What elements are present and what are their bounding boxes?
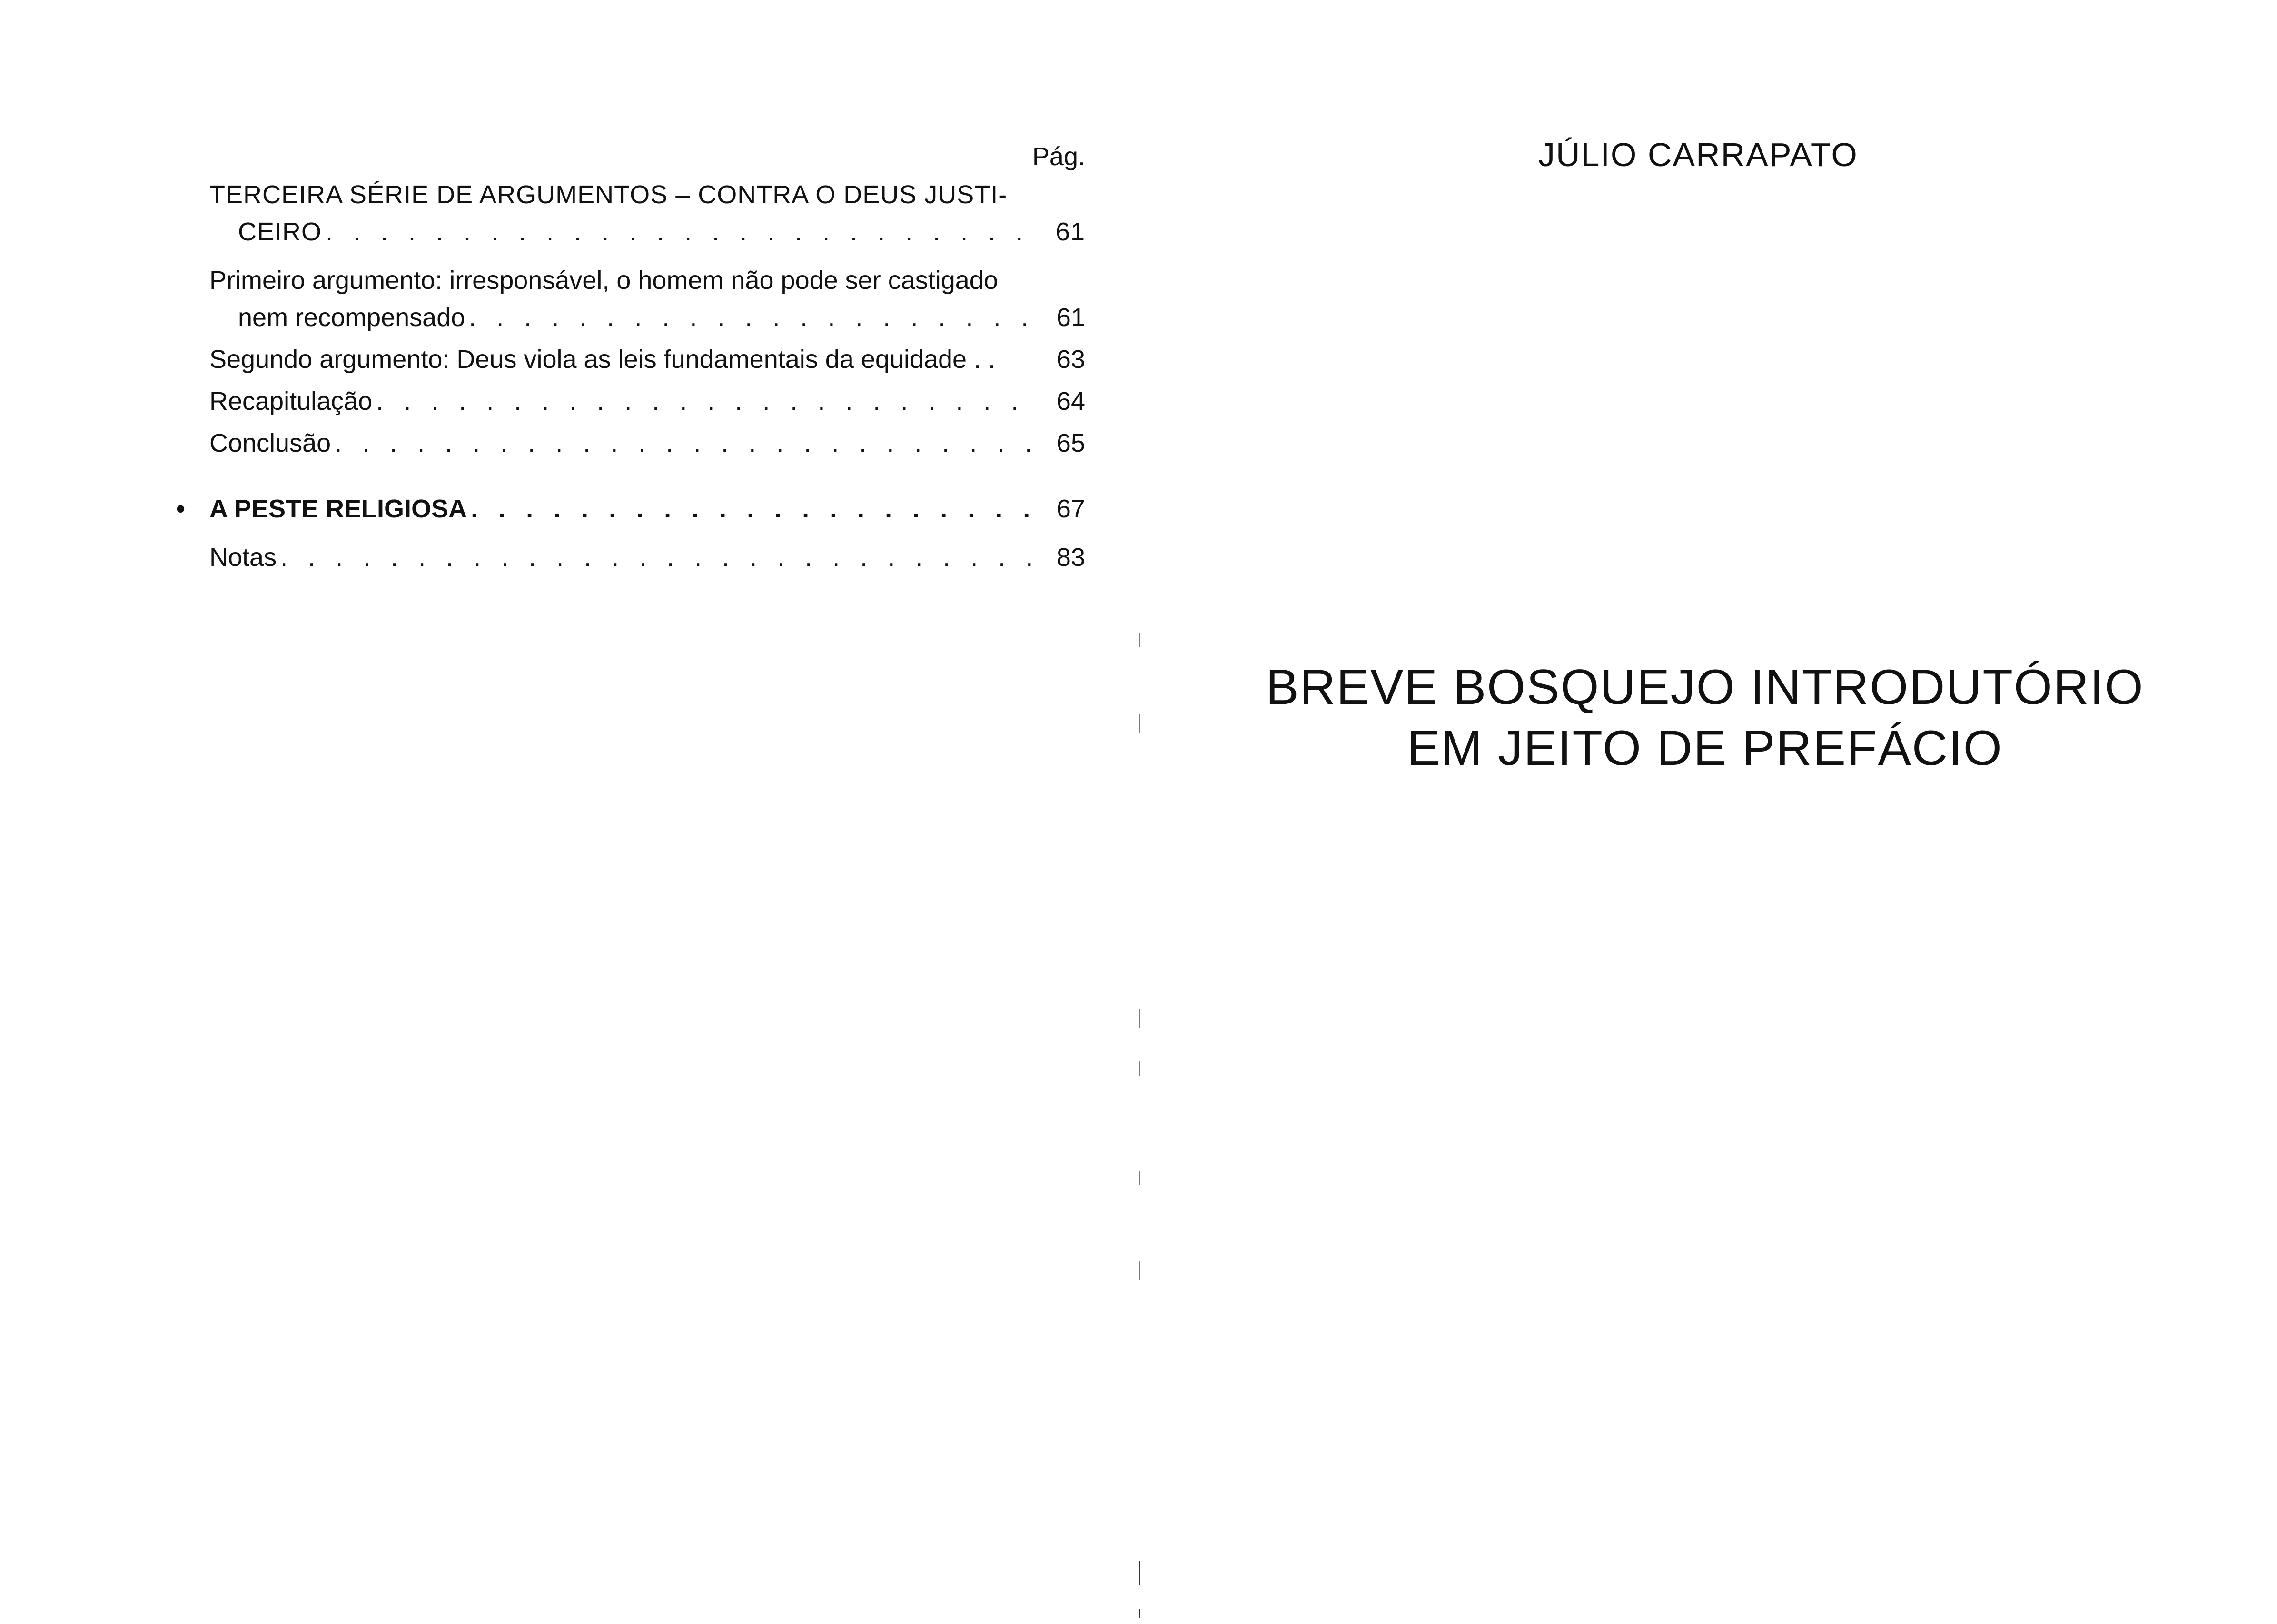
toc-entry-title: Recapitulação [209, 387, 373, 416]
toc-entry-title: A PESTE RELIGIOSA [209, 495, 467, 523]
toc-leader-dots [376, 383, 1036, 420]
toc-entry-title: Notas [209, 543, 277, 572]
table-of-contents [176, 138, 1085, 581]
left-page [0, 0, 1138, 1624]
toc-page-number: 64 [1056, 387, 1085, 416]
toc-entry-peste-religiosa [176, 490, 1085, 527]
toc-entry-terceira-serie [209, 176, 1085, 250]
right-page [1138, 0, 2277, 1624]
toc-entry-title: nem recompensado [238, 303, 465, 332]
toc-entry-conclusao [209, 425, 1085, 462]
toc-entry-title: CEIRO [238, 218, 322, 246]
toc-entry-title-line1: TERCEIRA SÉRIE DE ARGUMENTOS – CONTRA O DEUS JUSTI- [209, 180, 1008, 209]
toc-entry-recapitulacao [209, 383, 1085, 420]
chapter-title-line2: EM JEITO DE PREFÁCIO [1407, 721, 2003, 776]
toc-entry-primeiro-argumento [209, 262, 1085, 336]
toc-page-number: 83 [1056, 543, 1085, 572]
toc-leader-dots [326, 213, 1036, 250]
toc-page-header: Pág. [1032, 142, 1085, 171]
toc-leader-dots [469, 299, 1036, 336]
toc-page-number: 67 [1056, 495, 1085, 523]
bullet-icon: • [176, 495, 185, 523]
toc-entry-title-line1: Primeiro argumento: irresponsável, o homem não pode ser castigado [209, 266, 998, 295]
chapter-title [1253, 657, 2157, 779]
toc-page-number: 65 [1056, 429, 1085, 457]
chapter-title-line1: BREVE BOSQUEJO INTRODUTÓRIO [1266, 660, 2144, 715]
toc-leader-dots [280, 539, 1036, 576]
toc-page-number: 63 [1056, 345, 1085, 374]
toc-leader-dots [335, 425, 1036, 462]
toc-leader-dots [471, 490, 1036, 527]
toc-page-number: 61 [1056, 303, 1085, 332]
toc-entry-segundo-argumento [209, 341, 1085, 378]
toc-page-number: 61 [1055, 218, 1085, 246]
toc-entry-notas [209, 539, 1085, 576]
author-name: JÚLIO CARRAPATO [1538, 136, 1858, 173]
toc-entry-title: Conclusão [209, 429, 331, 457]
toc-entry-title: Segundo argumento: Deus viola as leis fundamentais da equidade . . [209, 345, 996, 374]
